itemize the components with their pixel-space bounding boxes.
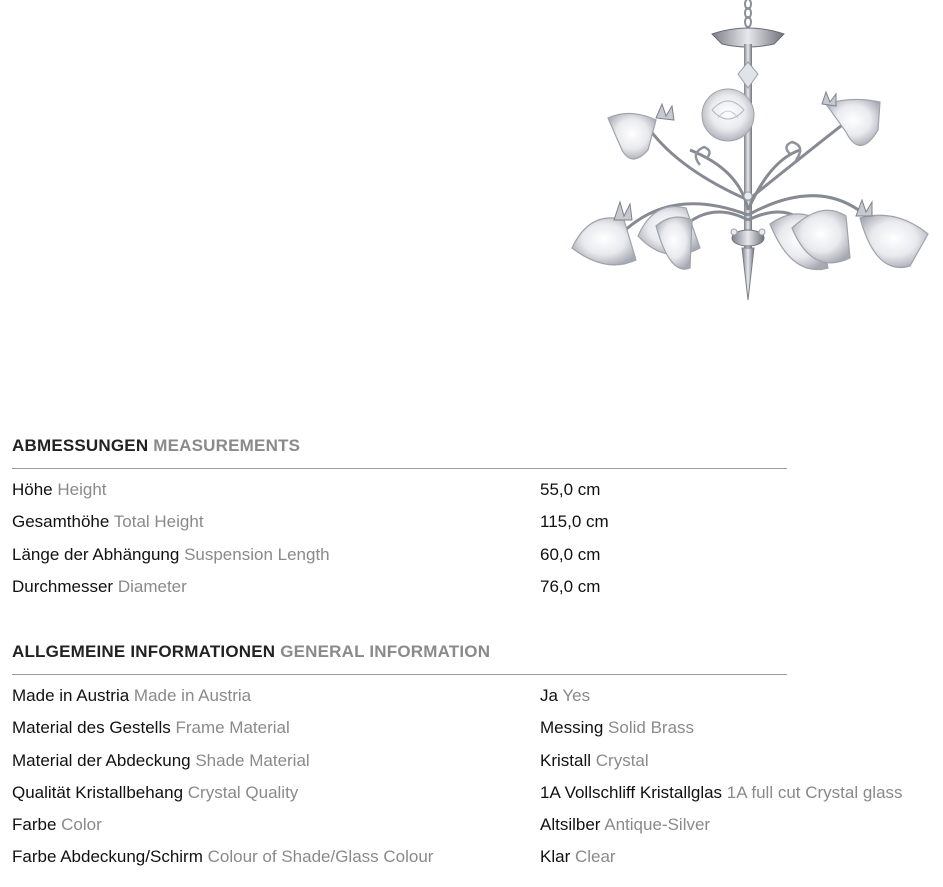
info-row-frame-material [12,713,787,745]
general-title-de: ALLGEMEINE INFORMATIONEN [12,642,276,661]
value-en: Crystal [595,750,649,770]
value-de: 115,0 cm [540,512,609,532]
row-label [12,783,298,803]
label-de: Durchmesser [12,576,114,596]
label-en: Color [61,815,102,835]
label-en: Suspension Length [184,544,330,564]
info-row-shade-color [12,842,787,874]
label-de: Gesamthöhe [12,512,110,532]
row-label [12,577,187,597]
label-de: Material der Abdeckung [12,750,191,770]
measurements-heading [12,434,787,458]
measurement-row-suspension-length [12,540,787,572]
value-de: 55,0 cm [540,480,601,499]
section-divider [12,674,787,675]
row-label [12,751,310,771]
value-de: Kristall [540,750,592,770]
row-value [540,815,710,835]
general-title-en: GENERAL INFORMATION [280,642,491,661]
product-image [560,0,935,310]
label-en: Shade Material [195,750,310,770]
info-row-shade-material [12,746,787,778]
measurement-row-diameter [12,572,787,604]
label-de: Farbe Abdeckung/Schirm [12,847,203,867]
label-en: Colour of Shade/Glass Colour [207,847,434,867]
label-de: Material des Gestells [12,718,171,738]
row-label [12,847,433,867]
measurements-title-de: ABMESSUNGEN [12,436,149,455]
label-en: Frame Material [175,718,290,738]
value-en: Antique-Silver [604,815,711,835]
value-de: 1A Vollschliff Kristallglas [540,782,723,802]
row-value [540,718,694,738]
measurements-table [12,475,787,604]
label-en: Crystal Quality [187,782,299,802]
value-de: Klar [540,847,571,867]
value-de: Altsilber [540,815,601,835]
label-de: Made in Austria [12,686,130,705]
general-information-section [12,640,903,875]
chandelier-icon [560,0,935,310]
value-en: Clear [574,847,616,867]
measurements-section [12,434,787,604]
row-value [540,686,590,706]
row-label [12,480,107,500]
row-value [540,751,649,771]
row-value [540,783,903,803]
general-heading [12,640,787,664]
label-en: Height [57,480,107,499]
row-label [12,718,290,738]
label-en: Made in Austria [133,686,252,705]
row-value [540,577,600,597]
value-de: 76,0 cm [540,576,601,596]
row-value [540,545,600,565]
measurement-row-total-height [12,507,787,539]
value-de: Ja [540,686,558,705]
row-value [540,847,616,867]
info-row-made-in-austria [12,681,787,713]
label-en: Diameter [117,576,187,596]
row-value [540,480,600,500]
general-table [12,681,903,875]
info-row-crystal-quality [12,778,903,810]
value-de: Messing [540,718,604,738]
section-divider [12,468,787,469]
row-label [12,545,330,565]
info-row-color [12,810,787,842]
row-label [12,512,204,532]
label-en: Total Height [113,512,204,532]
label-de: Qualität Kristallbehang [12,782,184,802]
value-en: Solid Brass [608,718,695,738]
label-de: Farbe [12,815,57,835]
value-en: 1A full cut Crystal glass [726,782,903,802]
row-label [12,815,102,835]
value-en: Yes [562,686,591,705]
label-de: Höhe [12,480,53,499]
row-value [540,512,609,532]
value-de: 60,0 cm [540,544,601,564]
row-label [12,686,251,706]
measurements-title-en: MEASUREMENTS [153,436,301,455]
label-de: Länge der Abhängung [12,544,180,564]
measurement-row-height [12,475,787,507]
